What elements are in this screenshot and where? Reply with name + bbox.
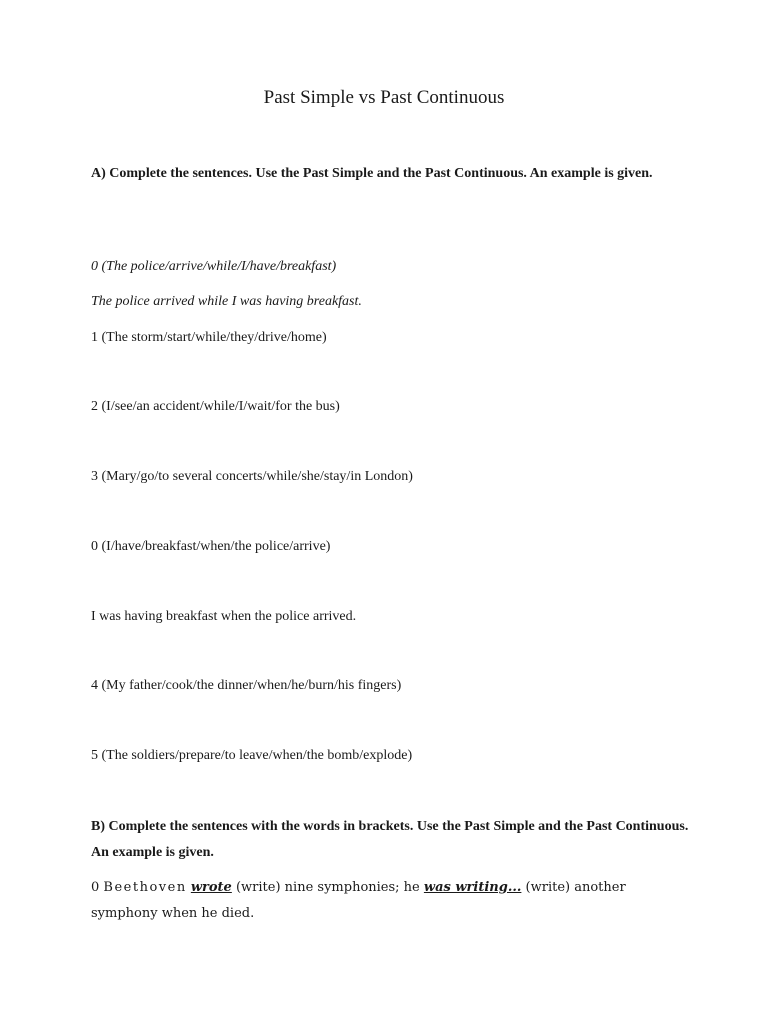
example-hint-1: (write) nine symphonies; he [235,880,420,895]
question-3: 3 (Mary/go/to several concerts/while/she/stay/in London) [91,469,413,484]
example-answer: The police arrived while I was having breakfast. [91,294,362,309]
page-title: Past Simple vs Past Continuous [263,87,505,108]
example-2-answer: I was having breakfast when the police arrived. [91,609,357,624]
section-b-heading: B) Complete the sentences with the words in brackets. Use the Past Simple and the Past Continuous. An example is given. [91,819,689,860]
example-subject: Beethoven [103,880,187,895]
question-4: 4 (My father/cook/the dinner/when/he/burn/his fingers) [91,678,402,693]
section-a-heading: A) Complete the sentences. Use the Past Simple and the Past Continuous. An example is given. [91,166,653,181]
example-hint-2: (write) another symphony when he died. [91,880,626,921]
question-1: 1 (The storm/start/while/they/drive/home) [91,330,327,345]
question-5: 5 (The soldiers/prepare/to leave/when/the bomb/explode) [91,748,413,763]
example-2-prompt: 0 (I/have/breakfast/when/the police/arrive) [91,539,331,554]
section-b-example [91,875,631,927]
example-prompt: 0 (The police/arrive/while/I/have/breakfast) [91,259,337,274]
example-number: 0 [91,880,100,895]
example-answer-2: was writing... [423,880,522,895]
question-2: 2 (I/see/an accident/while/I/wait/for the bus) [91,399,340,414]
example-answer-1: wrote [190,880,232,895]
